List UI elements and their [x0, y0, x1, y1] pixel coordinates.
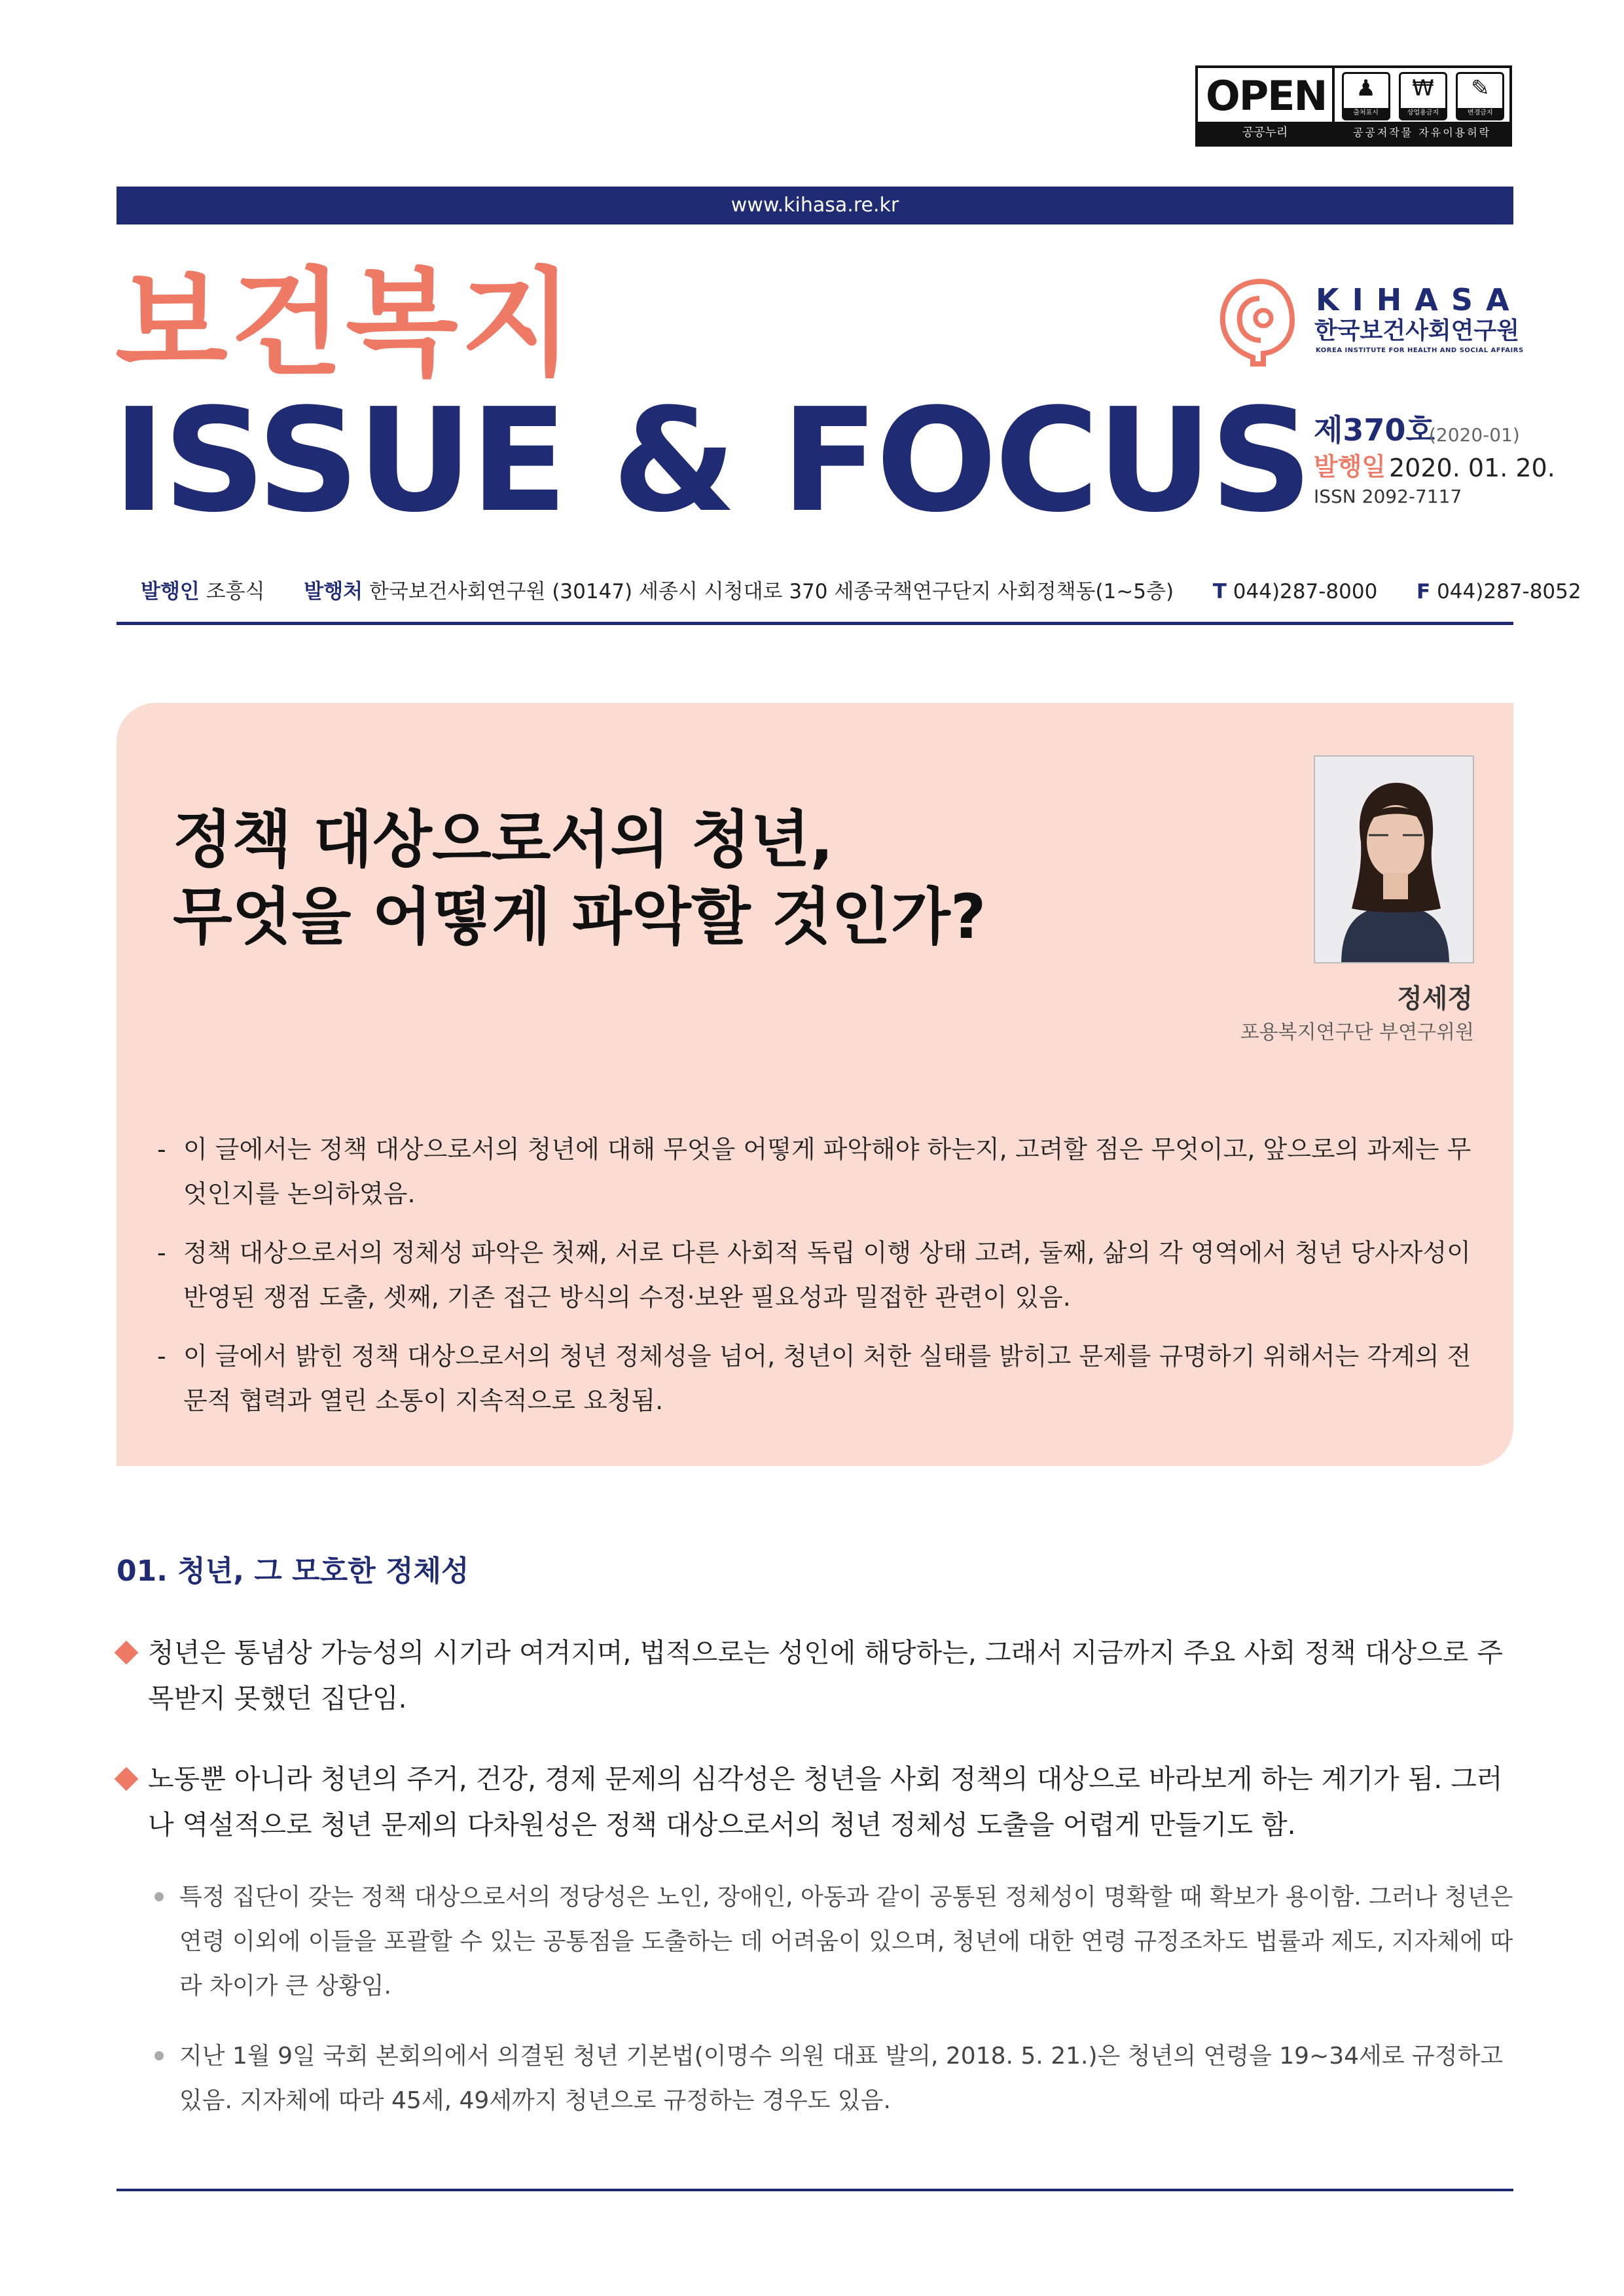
office-address: 한국보건사회연구원 (30147) 세종시 시청대로 370 세종국책연구단지 사회정책동(1~5층)	[369, 580, 1174, 603]
kihasa-logo-korean: 한국보건사회연구원	[1314, 317, 1519, 344]
license-sub-label: 공공저작물 자유이용허락	[1335, 122, 1509, 144]
fax-number: 044)287-8052	[1437, 580, 1581, 603]
no-derivatives-icon: ✎ 변경금지	[1456, 72, 1504, 120]
author-role: 포용복지연구단 부연구위원	[1240, 1021, 1474, 1044]
author-name: 정세정	[1397, 984, 1473, 1014]
article-title	[173, 802, 986, 956]
website-url[interactable]: www.kihasa.re.kr	[731, 194, 899, 217]
dot-bullet-icon	[154, 2051, 164, 2060]
publisher-info-line	[141, 579, 1581, 605]
sub-bullet: 특정 집단이 갖는 정책 대상으로서의 정당성은 노인, 장애인, 아동과 같이 공통된 정체성이 명확할 때 확보가 용이함. 그러나 청년은 연령 이외에 이들을 포괄할 수 있는 공통점을 도출하는 데 어려움이 있으며, 청년에 대한 연령 규정조차도 법률과 제도, 지자체에 따라 차이가 큰 상황임.	[152, 1875, 1513, 2009]
publisher-label: 발행인	[141, 580, 200, 603]
open-word: OPEN	[1206, 72, 1327, 120]
kihasa-head-logo-icon	[1215, 275, 1300, 367]
author-photo	[1314, 755, 1474, 963]
footer-divider	[117, 2189, 1513, 2191]
tel-number: 044)287-8000	[1233, 580, 1378, 603]
open-logo	[1198, 68, 1332, 144]
article-title-line-1: 정책 대상으로서의 청년,	[173, 804, 834, 876]
issn: ISSN 2092-7117	[1314, 486, 1462, 507]
publisher-name: 조흥식	[206, 580, 265, 603]
header-divider	[117, 622, 1513, 625]
dot-bullet-icon	[154, 1892, 164, 1901]
publication-date-label: 발행일	[1314, 452, 1386, 481]
issue-number: 제370호	[1314, 412, 1435, 448]
body-bullet: 청년은 통념상 가능성의 시기라 여겨지며, 법적으로는 성인에 해당하는, 그래서 지금까지 주요 사회 정책 대상으로 주목받지 못했던 집단임.	[117, 1630, 1513, 1721]
summary-item: - 이 글에서 밝힌 정책 대상으로서의 청년 정체성을 넘어, 청년이 처한 실태를 밝히고 문제를 규명하기 위해서는 각계의 전문적 협력과 열린 소통이 지속적으로 요청됨.	[157, 1342, 1471, 1415]
kihasa-logo-english: KIHASA	[1316, 282, 1523, 317]
open-license-badge	[1195, 65, 1512, 147]
section-heading: 01. 청년, 그 모호한 정체성	[117, 1554, 469, 1588]
publication-date: 2020. 01. 20.	[1389, 454, 1555, 482]
open-sub-label: 공공누리	[1198, 122, 1332, 144]
website-url-bar	[117, 187, 1513, 224]
summary-item: - 정책 대상으로서의 정체성 파악은 첫째, 서로 다른 사회적 독립 이행 상태 고려, 둘째, 삶의 각 영역에서 청년 당사자성이 반영된 쟁점 도출, 셋째, 기존 접근 방식의 수정·보완 필요성과 밀접한 관련이 있음.	[157, 1238, 1471, 1312]
tel-label: T	[1212, 580, 1227, 603]
masthead-title-english: ISSUE & FOCUS	[113, 378, 1310, 544]
sub-bullet: 지난 1월 9일 국회 본회의에서 의결된 청년 기본법(이명수 의원 대표 발의, 2018. 5. 21.)은 청년의 연령을 19~34세로 규정하고 있음. 지자체에 따라 45세, 49세까지 청년으로 규정하는 경우도 있음.	[152, 2034, 1513, 2123]
summary-item: - 이 글에서는 정책 대상으로서의 청년에 대해 무엇을 어떻게 파악해야 하는지, 고려할 점은 무엇이고, 앞으로의 과제는 무엇인지를 논의하였음.	[157, 1135, 1471, 1208]
body-bullet: 노동뿐 아니라 청년의 주거, 건강, 경제 문제의 심각성은 청년을 사회 정책의 대상으로 바라보게 하는 계기가 됨. 그러나 역설적으로 청년 문제의 다차원성은 정책 대상으로서의 청년 정체성 도출을 어렵게 만들기도 함.	[117, 1756, 1513, 1848]
fax-label: F	[1416, 580, 1431, 603]
kihasa-logo-subtitle: KOREA INSTITUTE FOR HEALTH AND SOCIAL AFFAIRS	[1316, 347, 1524, 354]
issue-code: (2020-01)	[1429, 424, 1520, 446]
office-label: 발행처	[304, 580, 363, 603]
article-title-line-2: 무엇을 어떻게 파악할 것인가?	[173, 882, 986, 953]
attribution-icon: ♟ 출처표시	[1342, 72, 1390, 120]
masthead-title-korean: 보건복지	[115, 256, 576, 391]
no-commercial-icon: ₩ 상업용금지	[1399, 72, 1447, 120]
